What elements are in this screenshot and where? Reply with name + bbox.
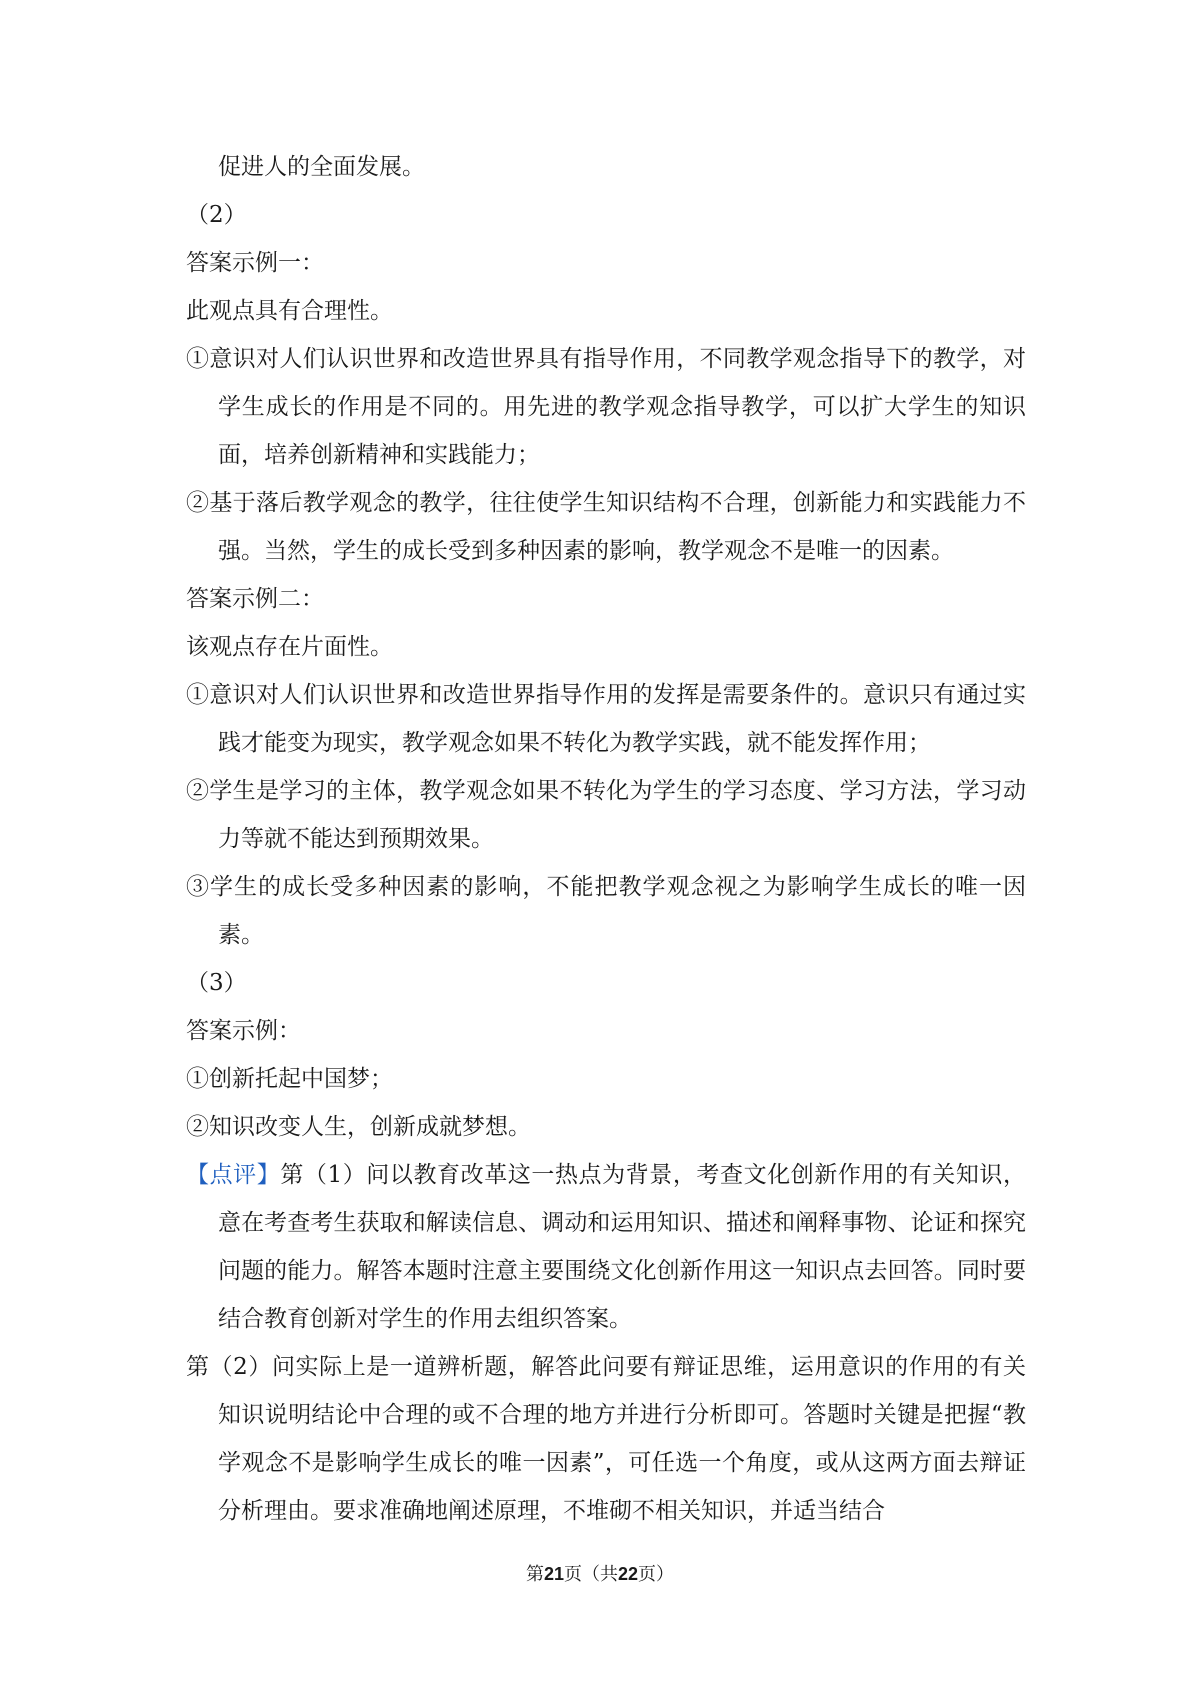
analysis-paragraph: 第（2）问实际上是一道辨析题，解答此问要有辩证思维，运用意识的作用的有关知识说明结论中合理的或不合理的地方并进行分析即可。答题时关键是把握“教学观念不是影响学生成长的唯一因素”，可任选一个角度，或从这两方面去辩证分析理由。要求准确地阐述原理，不堆砌不相关知识，并适当结合	[186, 1354, 1026, 1524]
review-paragraph	[186, 1151, 1026, 1343]
numbered-paragraph: ①意识对人们认识世界和改造世界指导作用的发挥是需要条件的。意识只有通过实践才能变为现实，教学观念如果不转化为教学实践，就不能发挥作用；	[186, 682, 1026, 756]
numbered-paragraph: ③学生的成长受多种因素的影响，不能把教学观念视之为影响学生成长的唯一因素。	[186, 874, 1026, 948]
answer-example-heading: 答案示例二：	[186, 586, 324, 612]
text-line: ②知识改变人生，创新成就梦想。	[186, 1114, 531, 1140]
numbered-paragraph: ②学生是学习的主体，教学观念如果不转化为学生的学习态度、学习方法，学习动力等就不能达到预期效果。	[186, 778, 1026, 852]
footer-suffix: 页）	[638, 1564, 675, 1585]
review-tag: 【点评】	[186, 1162, 281, 1188]
page-footer	[0, 1560, 1200, 1586]
question-number: （2）	[186, 202, 247, 228]
question-number: （3）	[186, 970, 247, 996]
page-body	[186, 143, 1026, 1535]
footer-page-number: 21	[543, 1564, 564, 1584]
answer-example-heading: 答案示例：	[186, 1018, 301, 1044]
text-line: 该观点存在片面性。	[186, 634, 393, 660]
numbered-paragraph: ②基于落后教学观念的教学，往往使学生知识结构不合理，创新能力和实践能力不强。当然，学生的成长受到多种因素的影响，教学观念不是唯一的因素。	[186, 490, 1026, 564]
text-line: ①创新托起中国梦；	[186, 1066, 393, 1092]
numbered-paragraph: ①意识对人们认识世界和改造世界具有指导作用，不同教学观念指导下的教学，对学生成长的作用是不同的。用先进的教学观念指导教学，可以扩大学生的知识面，培养创新精神和实践能力；	[186, 346, 1026, 468]
answer-example-heading: 答案示例一：	[186, 250, 324, 276]
text-line: 此观点具有合理性。	[186, 298, 393, 324]
footer-total-pages: 22	[618, 1564, 639, 1584]
footer-prefix: 第	[525, 1564, 544, 1585]
review-text: 第（1）问以教育改革这一热点为背景，考查文化创新作用的有关知识，意在考查考生获取和解读信息、调动和运用知识、描述和阐释事物、论证和探究问题的能力。解答本题时注意主要围绕文化创新作用这一知识点去回答。同时要结合教育创新对学生的作用去组织答案。	[218, 1162, 1026, 1332]
text-line: 促进人的全面发展。	[218, 154, 425, 180]
footer-middle: 页（共	[564, 1564, 618, 1585]
